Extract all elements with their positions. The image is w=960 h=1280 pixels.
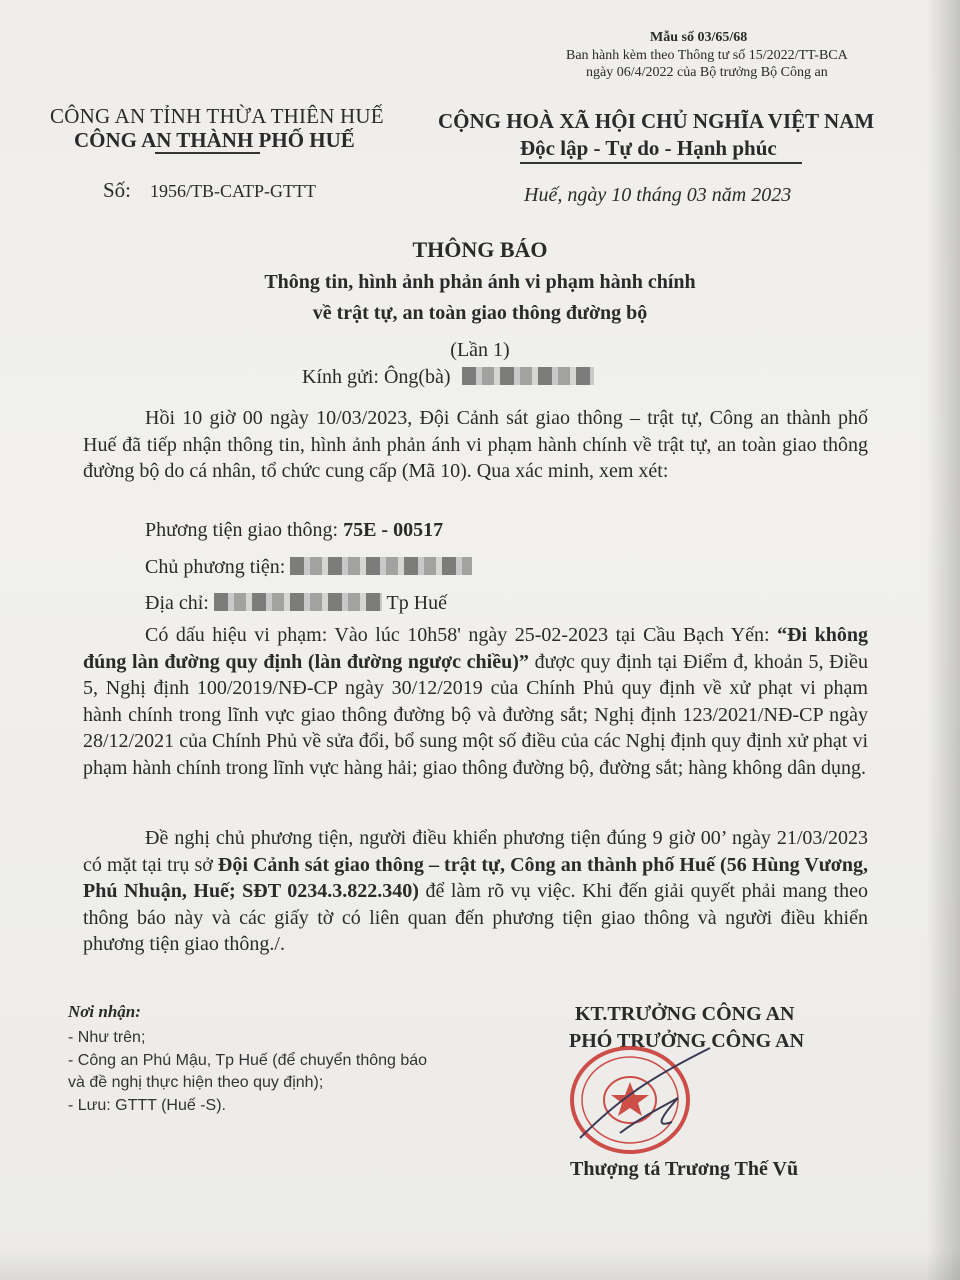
address-city: Tp Huế <box>386 592 448 614</box>
agency-parent: CÔNG AN TỈNH THỪA THIÊN HUẾ <box>50 104 384 128</box>
redacted-name <box>462 367 594 385</box>
vehicle-field <box>145 519 443 542</box>
form-number: Mẫu số 03/65/68 <box>650 30 748 45</box>
motto-underline <box>520 162 802 164</box>
subtitle-line1: Thông tin, hình ảnh phản ánh vi phạm hành chính <box>264 271 696 293</box>
agency-underline <box>155 152 260 154</box>
redacted-address <box>214 593 382 611</box>
vehicle-plate: 75E - 00517 <box>343 519 444 541</box>
violation-lead: Có dấu hiệu vi phạm: Vào lúc 10h58' ngày 25-02-2023 tại Cầu Bạch Yến: <box>145 624 778 646</box>
request-lead: Đề nghị chủ phương tiện, người điều khiển phương tiện đúng 9 giờ 00’ ngày 21/03/2023 có mặt tại trụ sở <box>83 827 868 876</box>
address-field <box>145 592 447 615</box>
paragraph-intro-text: Hồi 10 giờ 00 ngày 10/03/2023, Đội Cảnh sát giao thông – trật tự, Công an thành phố Huế đã tiếp nhận thông tin, hình ảnh phản ánh vi phạm hành chính về trật tự, an toàn giao thông đường bộ do cá nhân, tổ chức cung cấp (Mã 10). Qua xác minh, xem xét: <box>83 407 868 482</box>
page-edge-shadow <box>926 0 960 1280</box>
national-motto: Độc lập - Tự do - Hạnh phúc <box>520 136 777 160</box>
recipient-line: - Lưu: GTTT (Huế -S). <box>68 1097 226 1114</box>
place-date: Huế, ngày 10 tháng 03 năm 2023 <box>524 184 792 206</box>
form-issued-line1: Ban hành kèm theo Thông tư số 15/2022/TT-BCA <box>566 48 848 63</box>
official-seal-icon <box>560 1038 720 1156</box>
form-issued-line2: ngày 06/4/2022 của Bộ trưởng Bộ Công an <box>586 65 828 80</box>
recipient-line: - Như trên; <box>68 1029 146 1046</box>
vehicle-label: Phương tiện giao thông: <box>145 519 344 541</box>
document-title: THÔNG BÁO <box>412 237 548 262</box>
recipient-line: - Công an Phú Mậu, Tp Huế (để chuyển thông báo <box>68 1052 428 1069</box>
recipient-line: và đề nghị thực hiện theo quy định); <box>68 1074 324 1091</box>
addressee <box>302 366 594 389</box>
notice-count: (Lần 1) <box>450 339 510 361</box>
doc-number-label: Số: <box>103 178 132 202</box>
paragraph-request <box>83 825 868 958</box>
recipients-label: Nơi nhận: <box>68 1002 141 1021</box>
request-rest: để làm rõ vụ việc. Khi đến giải quyết phải mang theo thông báo này và các giấy tờ có liên quan đến phương tiện giao thông và người điều khiển phương tiện giao thông./. <box>83 880 868 955</box>
address-label: Địa chỉ: <box>145 592 214 614</box>
signer-name: Thượng tá Trương Thế Vũ <box>570 1158 799 1180</box>
page-bottom-shadow <box>0 1250 960 1280</box>
subtitle-line2: về trật tự, an toàn giao thông đường bộ <box>312 302 648 324</box>
doc-number: 1956/TB-CATP-GTTT <box>150 181 316 201</box>
national-title: CỘNG HOÀ XÃ HỘI CHỦ NGHĨA VIỆT NAM <box>438 109 875 133</box>
agency-name: CÔNG AN THÀNH PHỐ HUẾ <box>74 128 355 152</box>
violation-description: “Đi không đúng làn đường quy định (làn đường ngược chiều)” <box>83 624 868 673</box>
violation-legal-basis: được quy định tại Điểm đ, khoản 5, Điều 5, Nghị định 100/2019/NĐ-CP ngày 30/12/2019 của Chính Phủ quy định về xử phạt vi phạm hành chính trong lĩnh vực giao thông đường bộ và đường sắt; Nghị định 123/2021/NĐ-CP ngày 28/12/2021 của Chính Phủ về sửa đổi, bổ sung một số điều của các Nghị định quy định xử phạt vi phạm hành chính trong lĩnh vực hàng hải; giao thông đường bộ, đường sắt; hàng không dân dụng. <box>83 650 869 779</box>
signature-position: PHÓ TRƯỞNG CÔNG AN <box>569 1030 805 1052</box>
paragraph-intro <box>83 405 868 485</box>
addressee-label: Kính gửi: Ông(bà) <box>302 366 451 388</box>
request-office: Đội Cảnh sát giao thông – trật tự, Công an thành phố Huế (56 Hùng Vương, Phú Nhuận, Huế; SĐT 0234.3.822.340) <box>83 853 868 902</box>
paragraph-violation <box>83 622 868 781</box>
redacted-owner <box>290 557 472 575</box>
owner-field <box>145 556 472 579</box>
owner-label: Chủ phương tiện: <box>145 556 291 578</box>
signature-authority: KT.TRƯỞNG CÔNG AN <box>575 1003 795 1025</box>
